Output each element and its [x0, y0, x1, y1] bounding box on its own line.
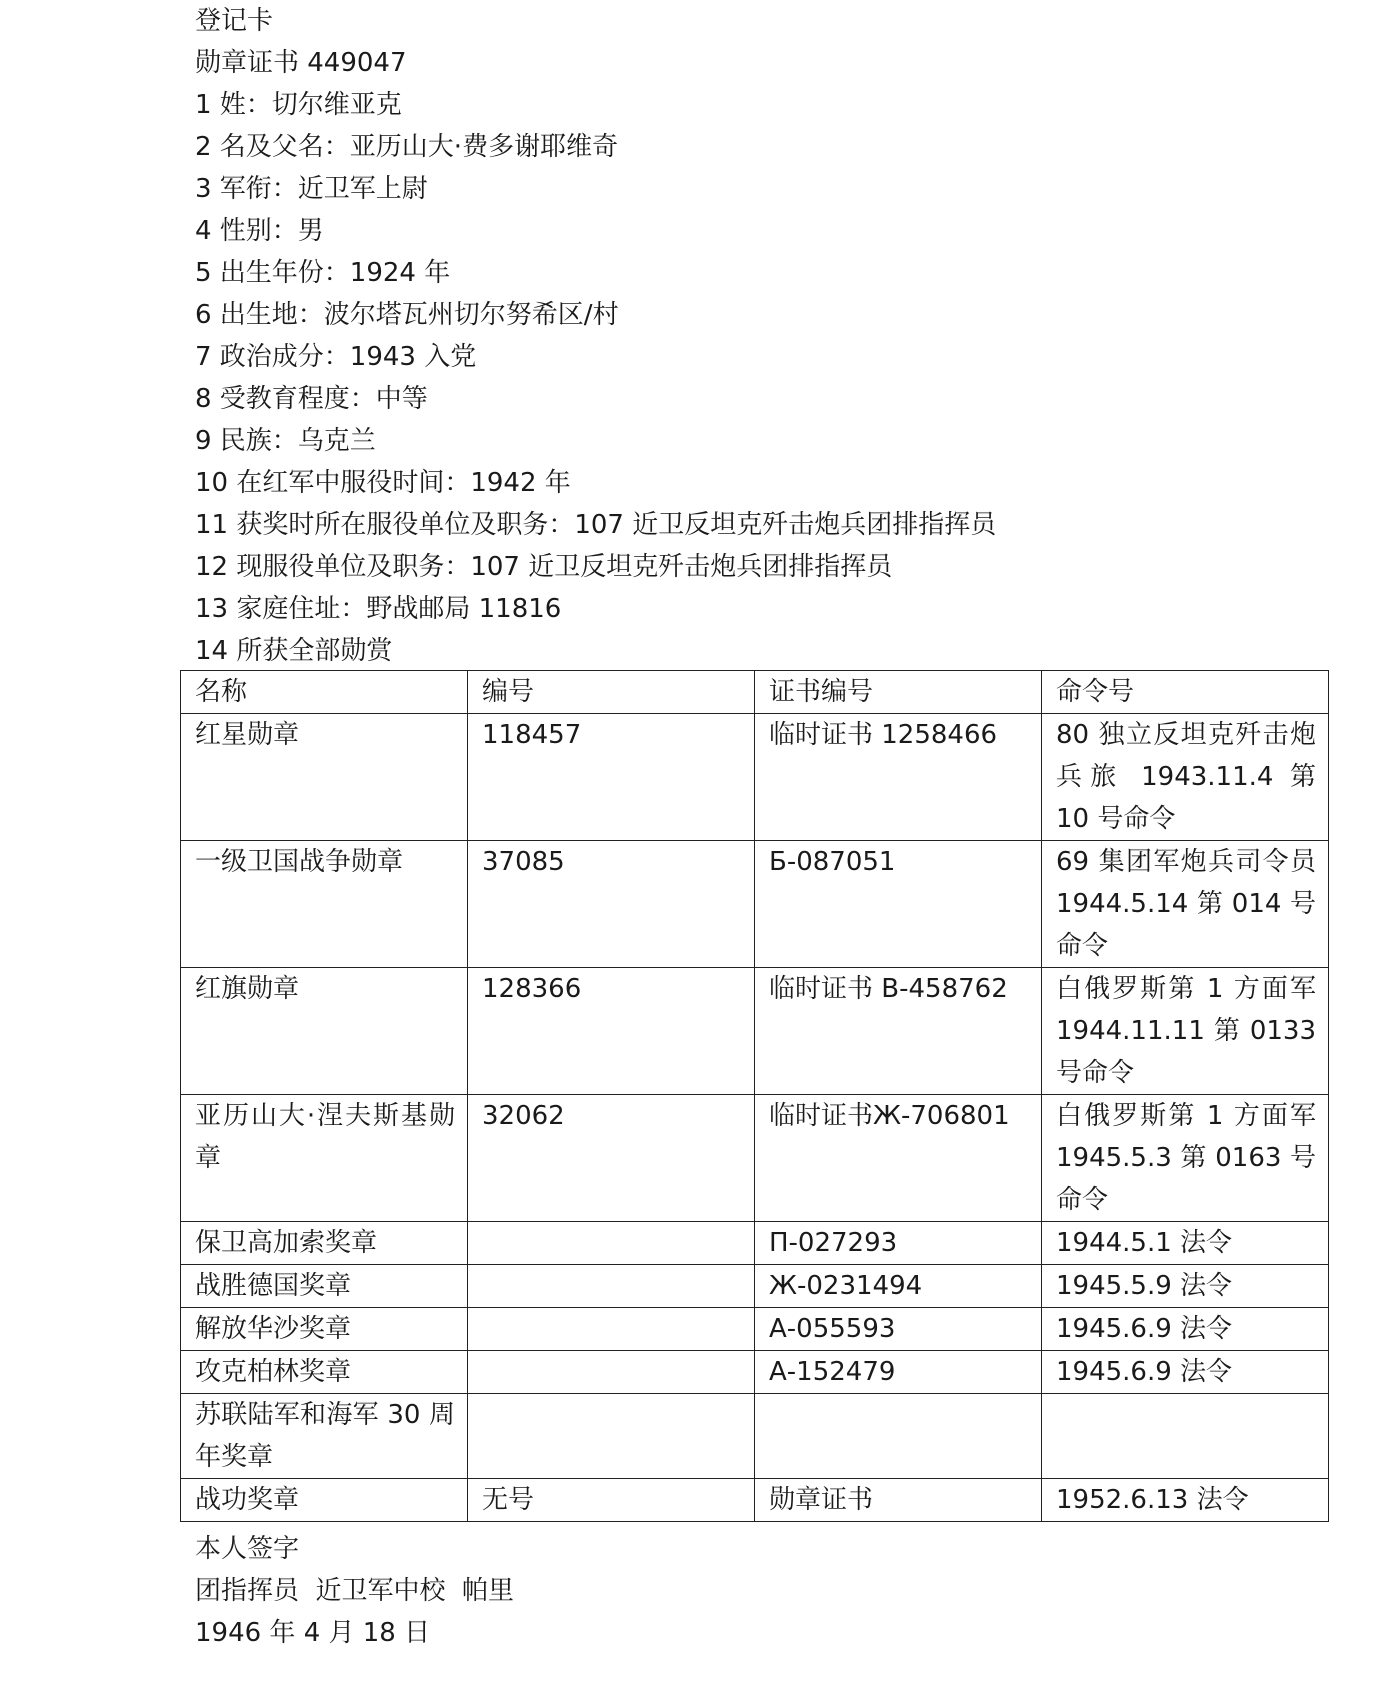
registration-card — [195, 0, 1355, 672]
award-number: 32062 — [468, 1095, 755, 1222]
table-row — [181, 1095, 1329, 1222]
award-name: 战功奖章 — [181, 1479, 468, 1522]
award-certificate: 临时证书 1258466 — [755, 714, 1042, 841]
certificate-number: 勋章证书 449047 — [195, 48, 407, 78]
field-birth-year: 5 出生年份：1924 年 — [195, 258, 451, 288]
award-name: 解放华沙奖章 — [181, 1308, 468, 1351]
award-name: 一级卫国战争勋章 — [181, 841, 468, 968]
award-number: 无号 — [468, 1479, 755, 1522]
signature-date: 1946 年 4 月 18 日 — [195, 1618, 431, 1648]
table-row — [181, 1222, 1329, 1265]
award-certificate: 临时证书Ж-706801 — [755, 1095, 1042, 1222]
column-header-name: 名称 — [181, 671, 468, 714]
award-certificate: А-152479 — [755, 1351, 1042, 1394]
award-certificate — [755, 1394, 1042, 1479]
field-birthplace: 6 出生地：波尔塔瓦州切尔努希区/村 — [195, 300, 619, 330]
table-row — [181, 1351, 1329, 1394]
commander-signature: 团指挥员 近卫军中校 帕里 — [195, 1576, 515, 1606]
award-certificate: Ж-0231494 — [755, 1265, 1042, 1308]
table-row — [181, 968, 1329, 1095]
field-education: 8 受教育程度：中等 — [195, 384, 428, 414]
award-number: 128366 — [468, 968, 755, 1095]
field-address: 13 家庭住址：野战邮局 11816 — [195, 594, 562, 624]
award-name: 攻克柏林奖章 — [181, 1351, 468, 1394]
signature-label: 本人签字 — [195, 1534, 300, 1564]
field-unit-at-award: 11 获奖时所在服役单位及职务：107 近卫反坦克歼击炮兵团排指挥员 — [195, 510, 997, 540]
award-order: 1944.5.1 法令 — [1042, 1222, 1329, 1265]
signature-block — [195, 1528, 514, 1654]
award-name: 红星勋章 — [181, 714, 468, 841]
field-service-start: 10 在红军中服役时间：1942 年 — [195, 468, 571, 498]
column-header-order: 命令号 — [1042, 671, 1329, 714]
award-certificate: А-055593 — [755, 1308, 1042, 1351]
award-order: 1952.6.13 法令 — [1042, 1479, 1329, 1522]
field-current-unit: 12 现服役单位及职务：107 近卫反坦克歼击炮兵团排指挥员 — [195, 552, 893, 582]
award-order: 1945.6.9 法令 — [1042, 1351, 1329, 1394]
award-name: 红旗勋章 — [181, 968, 468, 1095]
field-nationality: 9 民族：乌克兰 — [195, 426, 376, 456]
award-name: 战胜德国奖章 — [181, 1265, 468, 1308]
award-order: 1945.5.9 法令 — [1042, 1265, 1329, 1308]
award-certificate: 临时证书 В-458762 — [755, 968, 1042, 1095]
award-number — [468, 1222, 755, 1265]
card-title: 登记卡 — [195, 6, 274, 36]
award-number — [468, 1265, 755, 1308]
table-header-row — [181, 671, 1329, 714]
award-certificate: Б-087051 — [755, 841, 1042, 968]
field-awards-heading: 14 所获全部勋赏 — [195, 636, 393, 666]
award-number — [468, 1394, 755, 1479]
table-row — [181, 1479, 1329, 1522]
awards-table — [180, 670, 1329, 1522]
award-order: 1945.6.9 法令 — [1042, 1308, 1329, 1351]
column-header-certificate: 证书编号 — [755, 671, 1042, 714]
field-name-patronymic: 2 名及父名：亚历山大·费多谢耶维奇 — [195, 132, 619, 162]
award-number — [468, 1351, 755, 1394]
field-sex: 4 性别：男 — [195, 216, 324, 246]
table-row — [181, 1265, 1329, 1308]
table-row — [181, 1394, 1329, 1479]
award-certificate: 勋章证书 — [755, 1479, 1042, 1522]
award-order: 白俄罗斯第 1 方面军 1944.11.11 第 0133 号命令 — [1042, 968, 1329, 1095]
award-name: 保卫高加索奖章 — [181, 1222, 468, 1265]
field-party: 7 政治成分：1943 入党 — [195, 342, 477, 372]
award-name: 苏联陆军和海军 30 周年奖章 — [181, 1394, 468, 1479]
award-order: 69 集团军炮兵司令员 1944.5.14 第 014 号命令 — [1042, 841, 1329, 968]
field-surname: 1 姓：切尔维亚克 — [195, 90, 402, 120]
award-name: 亚历山大·涅夫斯基勋章 — [181, 1095, 468, 1222]
award-number: 37085 — [468, 841, 755, 968]
table-row — [181, 1308, 1329, 1351]
column-header-number: 编号 — [468, 671, 755, 714]
award-order: 白俄罗斯第 1 方面军 1945.5.3 第 0163 号命令 — [1042, 1095, 1329, 1222]
award-number: 118457 — [468, 714, 755, 841]
field-rank: 3 军衔：近卫军上尉 — [195, 174, 428, 204]
table-row — [181, 714, 1329, 841]
table-row — [181, 841, 1329, 968]
award-number — [468, 1308, 755, 1351]
award-order: 80 独立反坦克歼击炮兵旅 1943.11.4 第 10 号命令 — [1042, 714, 1329, 841]
award-certificate: П-027293 — [755, 1222, 1042, 1265]
award-order — [1042, 1394, 1329, 1479]
